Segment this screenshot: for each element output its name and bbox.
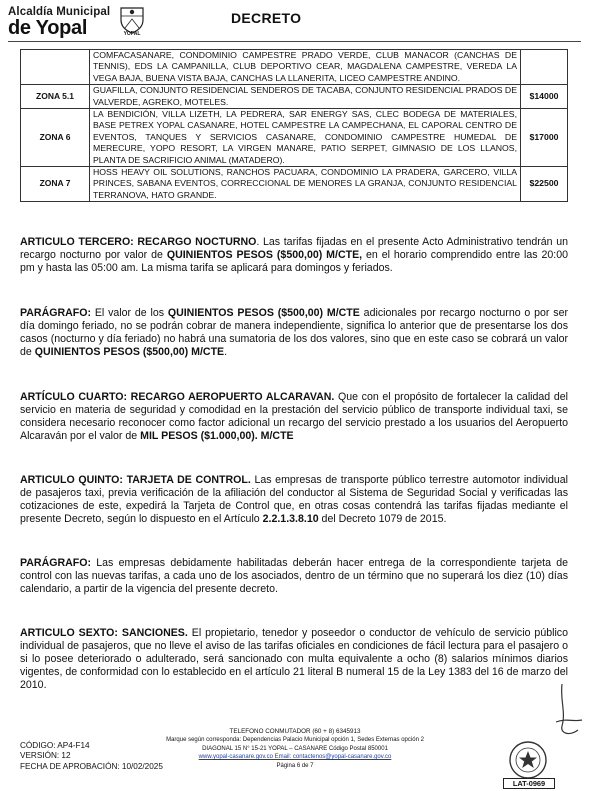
crest-label: YOPAL — [123, 31, 141, 37]
bold-run: QUINIENTOS PESOS ($500,00) M/CTE — [34, 345, 225, 358]
text-run: del Decreto 1079 de 2015. — [318, 512, 447, 525]
certification-seal-icon — [508, 740, 548, 780]
article-sixth-paragraph — [20, 627, 568, 692]
zone-name-cell: ZONA 5.1 — [21, 85, 90, 109]
bold-run: MIL PESOS ($1.000,00). M/CTE — [140, 429, 294, 442]
zone-price-cell: $17000 — [521, 109, 568, 167]
bold-run: QUINIENTOS PESOS ($500,00) M/CTE — [167, 307, 360, 319]
document-control-info — [20, 741, 163, 772]
text-run: adicionales por recargo nocturno o por ser día domingo feriado, no se podrán cobrar de manera independiente, significa lo anterior que de presentarse los dos casos (nocturno y día feriado) no habrá una sumatoria de los dos valores, sino que en este caso se cobrará un valor de — [20, 307, 568, 358]
zone-price-cell: $14000 — [521, 85, 568, 109]
page-number: Página 6 de 7 — [276, 762, 314, 769]
table-row — [21, 109, 568, 167]
text-run: en el horario comprendido entre las 20:00 pm y hasta las 05:00 am. La misma tarifa se aplicará para domingos y feriados. — [20, 248, 569, 274]
zone-name-cell: ZONA 6 — [21, 109, 90, 167]
document-version: VERSIÓN: 12 — [20, 751, 71, 761]
page-footer — [0, 728, 589, 791]
text-run: Las empresas de transporte público terrestre automotor individual de pasajeros taxi, previa verificación de la afiliación del conductor al Sistema de Seguridad Social y verificadas las cotizaciones de este, expedirá la Tarjeta de Control que, en otras cosas contendrá las tarifas fijadas mediante el presente Decreto, según lo dispuesto en el Artículo — [20, 474, 568, 525]
zone-tariff-table — [20, 49, 568, 202]
zone-price-cell: $22500 — [521, 167, 568, 202]
bold-run: QUINIENTOS PESOS ($500,00) M/CTE, — [166, 248, 363, 261]
zone-name-cell: ZONA 7 — [21, 167, 90, 202]
table-row — [21, 85, 568, 109]
address-line: DIAGONAL 15 N° 15-21 YOPAL – CASANARE Código Postal 850001 — [202, 745, 388, 752]
phone-line: TELEFONO CONMUTADOR (60 + 8) 6345913 — [229, 728, 361, 735]
municipality-logo — [8, 6, 158, 40]
text-run: El valor de los — [91, 307, 168, 319]
zone-description-cell: GUAFILLA, CONJUNTO RESIDENCIAL SENDEROS DE TACABA, CONJUNTO RESIDENCIAL PRADOS DE VALVERDE, AGREKO, MOTELES. — [90, 85, 521, 109]
text-run: . — [224, 345, 228, 358]
article-fifth-paragraph — [20, 474, 568, 526]
contact-info — [150, 728, 440, 770]
header-divider — [8, 41, 581, 42]
text-run: Las empresas debidamente habilitadas deberán hacer entrega de la correspondiente tarjeta de control con las nuevas tarifas, a cada uno de los asociados, dentro de un término que no superará los diez (10) días calendario, a partir de la vigencia del presente decreto. — [20, 557, 568, 595]
paragraph-two — [20, 557, 568, 596]
logo-line-1: Alcaldía Municipal — [8, 6, 111, 18]
website-email-link[interactable]: www.yopal-casanare.gov.co Email: contactenos@yopal-casanare.gov.co — [198, 754, 392, 761]
certification-code: LAT-0969 — [503, 778, 555, 789]
text-run: Que con el propósito de fortalecer la calidad del servicio en materia de seguridad y comodidad en la prestación del servicio público de transporte individual taxi, se considera necesario reconocer como factor adicional un recargo del servicio prestado a los usuarios del Aeropuerto Alcaraván por el valor de — [20, 391, 568, 442]
paragraph-one — [20, 307, 568, 359]
article-third-heading: ARTICULO TERCERO: RECARGO NOCTURNO — [20, 236, 257, 248]
logo-line-2: de Yopal — [8, 17, 88, 39]
article-third-paragraph — [20, 236, 568, 275]
paragraph-heading: PARÁGRAFO: — [20, 307, 92, 319]
bold-run: 2.2.1.3.8.10 — [262, 512, 319, 525]
paragraph-heading: PARÁGRAFO: — [20, 557, 92, 569]
table-row — [21, 167, 568, 202]
document-code: CÓDIGO: AP4-F14 — [20, 741, 90, 750]
zone-description-cell: COMFACASANARE, CONDOMINIO CAMPESTRE PRADO VERDE, CLUB MANACOR (CANCHAS DE TENNIS), EDS LA CAMPANILLA, CLUB DEPORTIVO CEAR, MAGDALENA CAMPESTRE, VEREDA LA VEGA BAJA, BUENA VISTA BAJA, CANCHAS LA LLANERITA, LICEO CAMPESTRE ANDINO. — [90, 50, 521, 85]
zone-description-cell: LA BENDICIÓN, VILLA LIZETH, LA PEDRERA, SAR ENERGY SAS, CLEC BODEGA DE MATERIALES, BASE PETREX YOPAL CASANARE, HOTEL CAMPESTRE LA CAMPECHANA, EL CAPORAL CENTRO DE EVENTOS, TANQUES Y SERVICIOS CASANARE, CONDOMINIO CAMPESTRE HUMEDAL DE MERECURE, YOPO RESORT, LA VIRGEN MANARE, PATIO SERPET, GIMNASIO DE LOS LLANOS, PLANTA DE SACRIFICIO ANIMAL (MATADERO). — [90, 109, 521, 167]
table-row — [21, 50, 568, 85]
crest-icon — [119, 6, 145, 34]
approval-date: FECHA DE APROBACIÓN: 10/02/2025 — [20, 761, 163, 771]
article-fourth-paragraph — [20, 391, 568, 443]
zone-name-cell — [21, 50, 90, 85]
dependencies-line: Marque según corresponda: Dependencias Palacio Municipal opción 1, Sedes Externas opción 2 — [166, 737, 424, 744]
article-sixth-heading: ARTICULO SEXTO: SANCIONES. — [20, 627, 188, 639]
text-run: . Las tarifas fijadas en el presente Acto Administrativo tendrán un recargo nocturno por valor de — [20, 236, 569, 261]
zone-description-cell: HOSS HEAVY OIL SOLUTIONS, RANCHOS PACUARA, CONDOMINIO LA PRADERA, GARCERO, VILLA PRINCES, SABANA EVENTOS, CORRECCIONAL DE MENORES LA GRANJA, CONJUNTO RESIDENCIAL TERRANOVA, HATO GRANDE. — [90, 167, 521, 202]
zone-price-cell — [521, 50, 568, 85]
document-title: DECRETO — [231, 10, 302, 26]
article-fifth-heading: ARTICULO QUINTO: TARJETA DE CONTROL. — [20, 474, 251, 486]
article-fourth-heading: ARTÍCULO CUARTO: RECARGO AEROPUERTO ALCARAVAN. — [20, 391, 335, 403]
text-run: El propietario, tenedor y poseedor o conductor de vehículo de servicio público individual de pasajeros, que no lleve el aviso de las tarifas oficiales en condiciones de fácil lectura para el pasajero o si lo posee deteriorado o adulterado, será sancionado con multa equivalente a ocho (8) salarios mínimos diarios vigentes, de conformidad con lo establecido en el artículo 21 literal B numeral 15 de la Ley 1383 del 16 de marzo del 2010. — [20, 627, 568, 691]
